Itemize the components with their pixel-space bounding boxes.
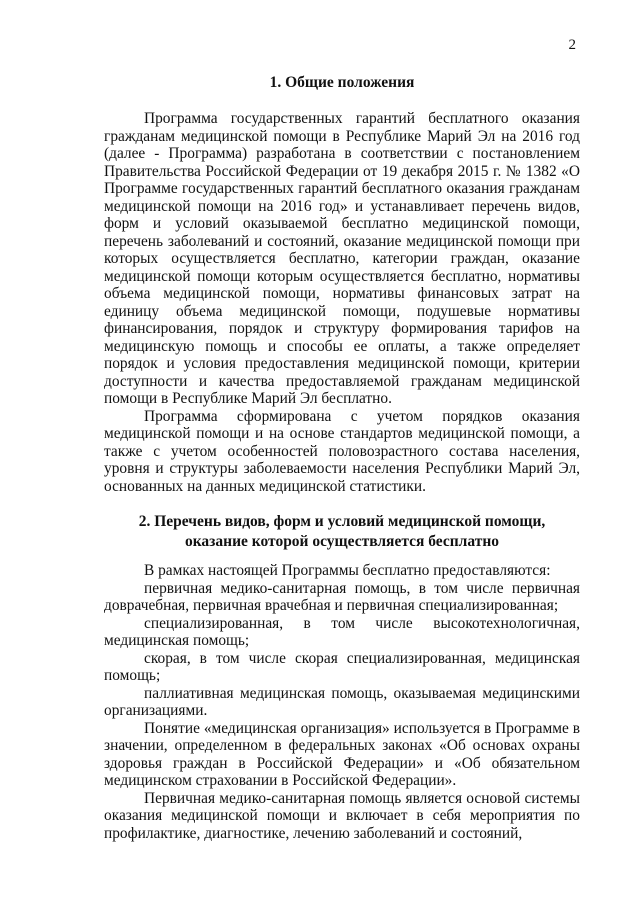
section-2-body xyxy=(104,562,580,842)
section-2-heading xyxy=(104,512,580,552)
section-2-heading-line-1: 2. Перечень видов, форм и условий медицинской помощи, xyxy=(138,513,546,530)
section-2-heading-line-2: оказание которой осуществляется бесплатно xyxy=(184,533,500,550)
section-2-paragraph-2: первичная медико-санитарная помощь, в том числе первичная доврачебная, первичная врачебная и первичная специализированная; xyxy=(104,579,580,614)
section-2-paragraph-3: специализированная, в том числе высокотехнологичная, медицинская помощь; xyxy=(104,614,580,649)
section-1-paragraph-2: Программа сформирована с учетом порядков оказания медицинской помощи и на основе стандартов медицинской помощи, а также с учетом особенностей половозрастного состава населения, уровня и структуры заболеваемости населения Республики Марий Эл, основанных на данных медицинской статистики. xyxy=(104,407,580,495)
section-1-heading: 1. Общие положения xyxy=(269,74,415,91)
section-2-paragraph-4: скорая, в том числе скорая специализированная, медицинская помощь; xyxy=(104,649,580,684)
section-2-paragraph-5: паллиативная медицинская помощь, оказываемая медицинскими организациями. xyxy=(104,684,580,719)
section-1-body xyxy=(104,110,580,495)
section-1-paragraph-1: Программа государственных гарантий бесплатного оказания гражданам медицинской помощи в Республике Марий Эл на 2016 год (далее - Программа) разработана в соответствии с постановлением Правительства Российской Федерации от 19 декабря 2015 г. № 1382 «О Программе государственных гарантий бесплатного оказания гражданам медицинской помощи на 2016 год» и устанавливает перечень видов, форм и условий оказываемой бесплатно медицинской помощи, перечень заболеваний и состояний, оказание медицинской помощи при которых осуществляется бесплатно, категории граждан, оказание медицинской помощи которым осуществляется бесплатно, нормативы объема медицинской помощи, нормативы финансовых затрат на единицу объема медицинской помощи, подушевые нормативы финансирования, порядок и структуру формирования тарифов на медицинскую помощь и способы ее оплаты, а также определяет порядок и условия предоставления медицинской помощи, критерии доступности и качества предоставляемой гражданам медицинской помощи в Республике Марий Эл бесплатно. xyxy=(104,110,580,407)
section-2-paragraph-6: Понятие «медицинская организация» используется в Программе в значении, определенном в федеральных законах «Об основах охраны здоровья граждан в Российской Федерации» и «Об обязательном медицинском страховании в Российской Федерации». xyxy=(104,719,580,789)
page-number: 2 xyxy=(568,37,576,53)
section-2-paragraph-7: Первичная медико-санитарная помощь является основой системы оказания медицинской помощи и включает в себя мероприятия по профилактике, диагностике, лечению заболеваний и состояний, xyxy=(104,789,580,842)
section-2-paragraph-1: В рамках настоящей Программы бесплатно предоставляются: xyxy=(144,562,551,579)
